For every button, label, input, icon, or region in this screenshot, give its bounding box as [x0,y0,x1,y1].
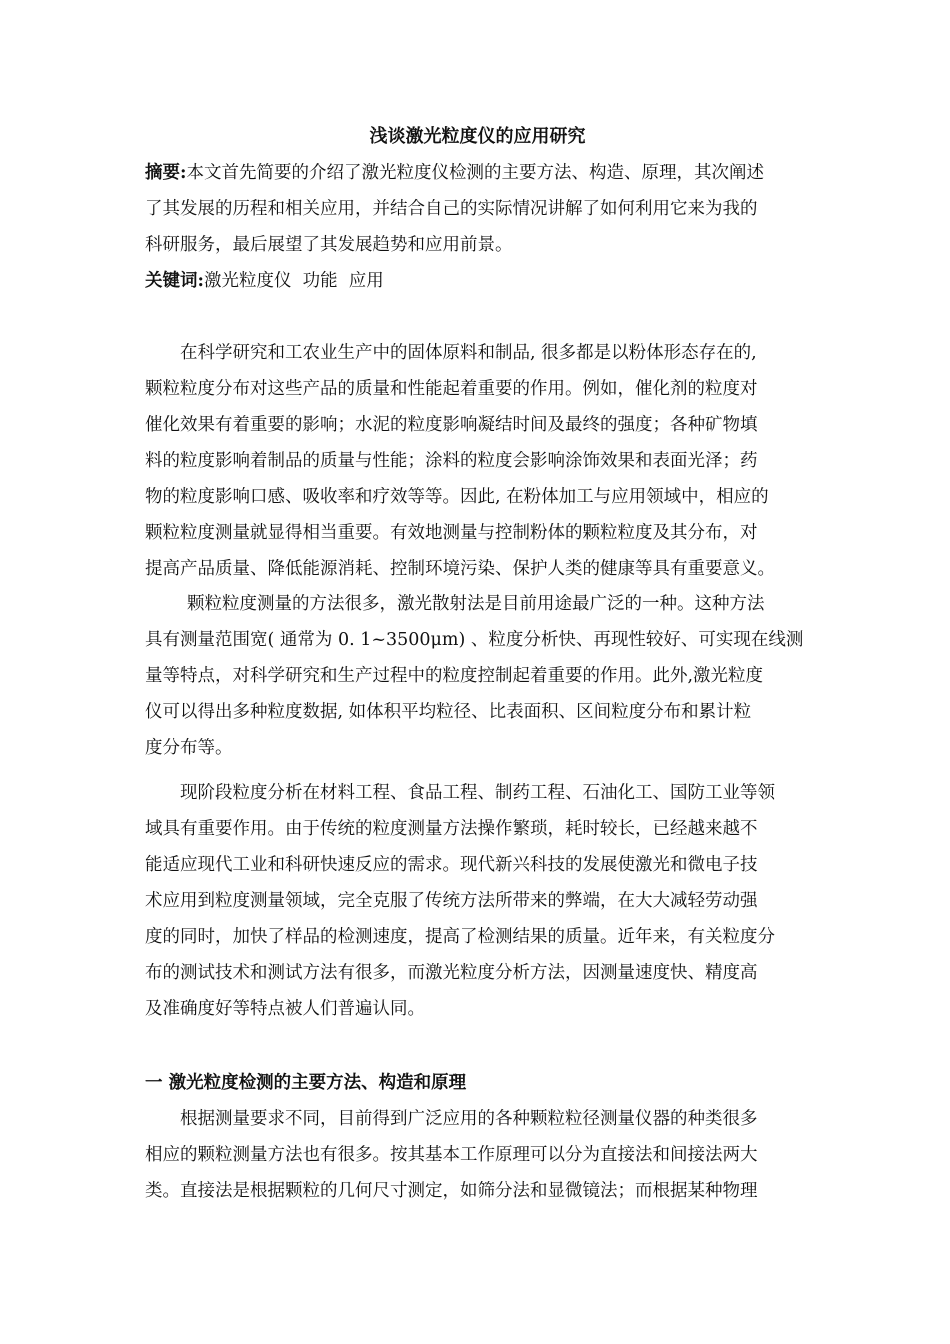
paragraph-line: 域具有重要作用。由于传统的粒度测量方法操作繁琐，耗时较长，已经越来越不 [145,819,758,839]
keywords-text: 激光粒度仪 功能 应用 [203,271,384,291]
paragraph-line: 颗粒粒度测量的方法很多，激光散射法是目前用途最广泛的一种。这种方法 [187,594,765,614]
abstract-line [145,155,813,191]
abstract [145,155,813,263]
paragraph-line: 仪可以得出多种粒度数据, 如体积平均粒径、比表面积、区间粒度分布和累计粒 [145,702,752,722]
abstract-line: 科研服务，最后展望了其发展趋势和应用前景。 [145,235,513,255]
paragraph-line: 料的粒度影响着制品的质量与性能；涂料的粒度会影响涂饰效果和表面光泽；药 [145,451,758,471]
paragraph-line: 布的测试技术和测试方法有很多，而激光粒度分析方法，因测量速度快、精度高 [145,963,758,983]
paragraph-line: 度的同时，加快了样品的检测速度，提高了检测结果的质量。近年来，有关粒度分 [145,927,775,947]
paragraph-line: 颗粒粒度测量就显得相当重要。有效地测量与控制粉体的颗粒粒度及其分布，对 [145,523,758,543]
paragraph-line: 提高产品质量、降低能源消耗、控制环境污染、保护人类的健康等具有重要意义。 [145,559,775,579]
paragraph-line: 物的粒度影响口感、吸收率和疗效等等。因此, 在粉体加工与应用领域中，相应的 [145,487,769,507]
paragraph-line: 催化效果有着重要的影响；水泥的粒度影响凝结时间及最终的强度；各种矿物填 [145,415,758,435]
paragraph-line: 具有测量范围宽( 通常为 0. 1~3500μm) 、粒度分析快、再现性较好、可实现在线测 [145,630,804,650]
paragraph-line: 及准确度好等特点被人们普遍认同。 [145,999,425,1019]
paragraph-methods [145,586,813,766]
paragraph-status [145,775,813,1027]
paragraph-line: 量等特点，对科学研究和生产过程中的粒度控制起着重要的作用。此外,激光粒度 [145,666,764,686]
paragraph-line: 现阶段粒度分析在材料工程、食品工程、制药工程、石油化工、国防工业等领 [180,783,775,803]
keywords-line [145,263,813,299]
paragraph-line: 根据测量要求不同，目前得到广泛应用的各种颗粒粒径测量仪器的种类很多 [180,1109,758,1129]
keywords-label: 关键词: [145,271,204,291]
document-title: 浅谈激光粒度仪的应用研究 [369,126,586,147]
abstract-label: 摘要: [145,163,187,183]
paragraph-line: 颗粒粒度分布对这些产品的质量和性能起着重要的作用。例如，催化剂的粒度对 [145,379,758,399]
abstract-text: 本文首先简要的介绍了激光粒度仪检测的主要方法、构造、原理，其次阐述 [186,163,764,183]
paragraph-line: 能适应现代工业和科研快速反应的需求。现代新兴科技的发展使激光和微电子技 [145,855,758,875]
paragraph-intro [145,335,813,587]
paragraph-line: 在科学研究和工农业生产中的固体原料和制品, 很多都是以粉体形态存在的, [180,343,757,363]
paragraph-line: 度分布等。 [145,738,233,758]
section-heading: 一 激光粒度检测的主要方法、构造和原理 [145,1073,467,1093]
paragraph-line: 相应的颗粒测量方法也有很多。按其基本工作原理可以分为直接法和间接法两大 [145,1145,758,1165]
abstract-line: 了其发展的历程和相关应用，并结合自己的实际情况讲解了如何利用它来为我的 [145,199,758,219]
keywords [145,263,813,299]
paragraph-section-one [145,1101,813,1209]
paragraph-line: 术应用到粒度测量领域，完全克服了传统方法所带来的弊端，在大大减轻劳动强 [145,891,758,911]
paragraph-line: 类。直接法是根据颗粒的几何尺寸测定，如筛分法和显微镜法；而根据某种物理 [145,1181,758,1201]
